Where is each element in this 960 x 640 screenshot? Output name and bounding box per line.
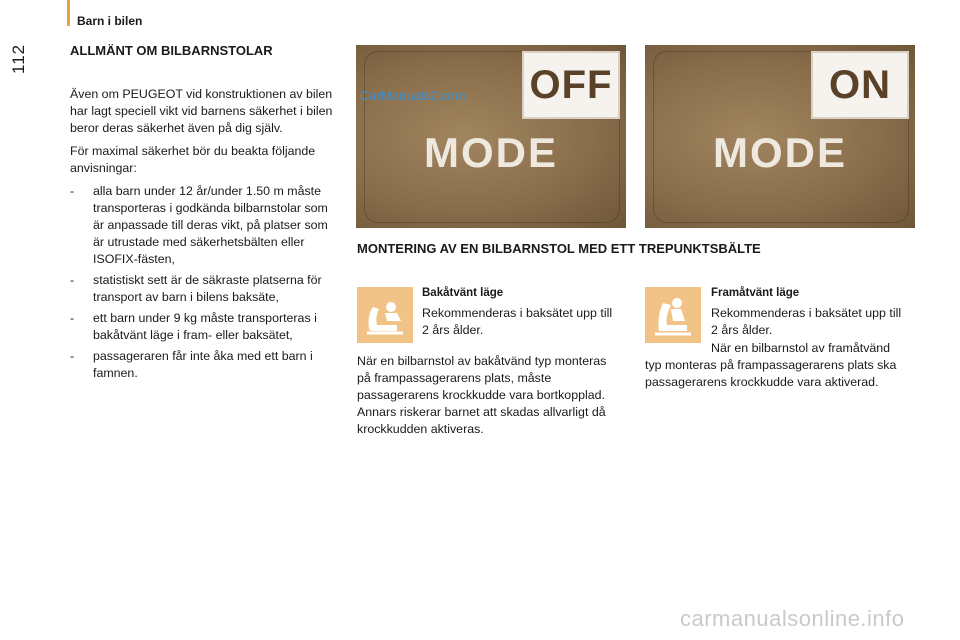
- list-item: - statistiskt sett är de säkraste platserna för transport av barn i bilens baksäte,: [70, 273, 322, 304]
- rear-facing-heading: Bakåtvänt läge: [422, 287, 504, 299]
- mounting-heading: MONTERING AV EN BILBARNSTOL MED ETT TREPUNKTSBÄLTE: [357, 241, 761, 256]
- on-indicator: ON: [811, 51, 909, 119]
- page-number: 112: [9, 43, 28, 74]
- mode-label: MODE: [424, 129, 558, 176]
- left-column: [70, 86, 340, 386]
- forward-facing-note: typ monteras på frampassagerarens plats ska passagerarens krockkudde vara aktiverad.: [645, 358, 897, 389]
- rear-facing-warning: När en bilbarnstol av bakåtvänd typ monteras på frampassagerarens plats, måste passagerarens krockkudde vara bortkopplad. Annars riskerar barnet att skadas allvarligt då krockkudden aktiveras.: [357, 354, 607, 436]
- list-item: - alla barn under 12 år/under 1.50 m måste transporteras i godkända bilbarnstolar som är anpassade till deras vikt, på platser som är utrustade med säkerhetsbälten eller ISOFIX-fästen,: [70, 184, 328, 266]
- advice-paragraph: För maximal säkerhet bör du beakta följande anvisningar:: [70, 144, 316, 175]
- general-heading: ALLMÄNT OM BILBARNSTOLAR: [70, 43, 273, 58]
- off-indicator: OFF: [522, 51, 620, 119]
- section-accent-bar: [67, 0, 70, 26]
- forward-facing-heading: Framåtvänt läge: [711, 287, 800, 299]
- airbag-on-panel: [645, 45, 915, 228]
- airbag-off-panel: [356, 45, 626, 228]
- forward-facing-note-lead: När en bilbarnstol av framåtvänd: [711, 341, 891, 355]
- advice-list: [70, 183, 340, 382]
- list-item: - ett barn under 9 kg måste transporteras i bakåtvänt läge i fram- eller baksätet,: [70, 311, 317, 342]
- footer-site-mark: carmanualsonline.info: [680, 606, 905, 631]
- section-title: Barn i bilen: [77, 14, 143, 28]
- rear-facing-recommendation: Rekommenderas i baksätet upp till 2 års ålder.: [422, 306, 613, 337]
- forward-facing-recommendation: Rekommenderas i baksätet upp till 2 års ålder.: [711, 306, 902, 337]
- watermark-text: CarManuals2.com: [360, 88, 466, 103]
- mode-label: MODE: [713, 129, 847, 176]
- list-item: - passageraren får inte åka med ett barn i famnen.: [70, 349, 313, 380]
- intro-paragraph: Även om PEUGEOT vid konstruktionen av bilen har lagt speciell vikt vid barnens säkerhet i bilen beror deras säkerhet även på dig själv.: [70, 87, 333, 135]
- rear-facing-seat-icon: [357, 287, 413, 343]
- forward-facing-seat-icon: [645, 287, 701, 343]
